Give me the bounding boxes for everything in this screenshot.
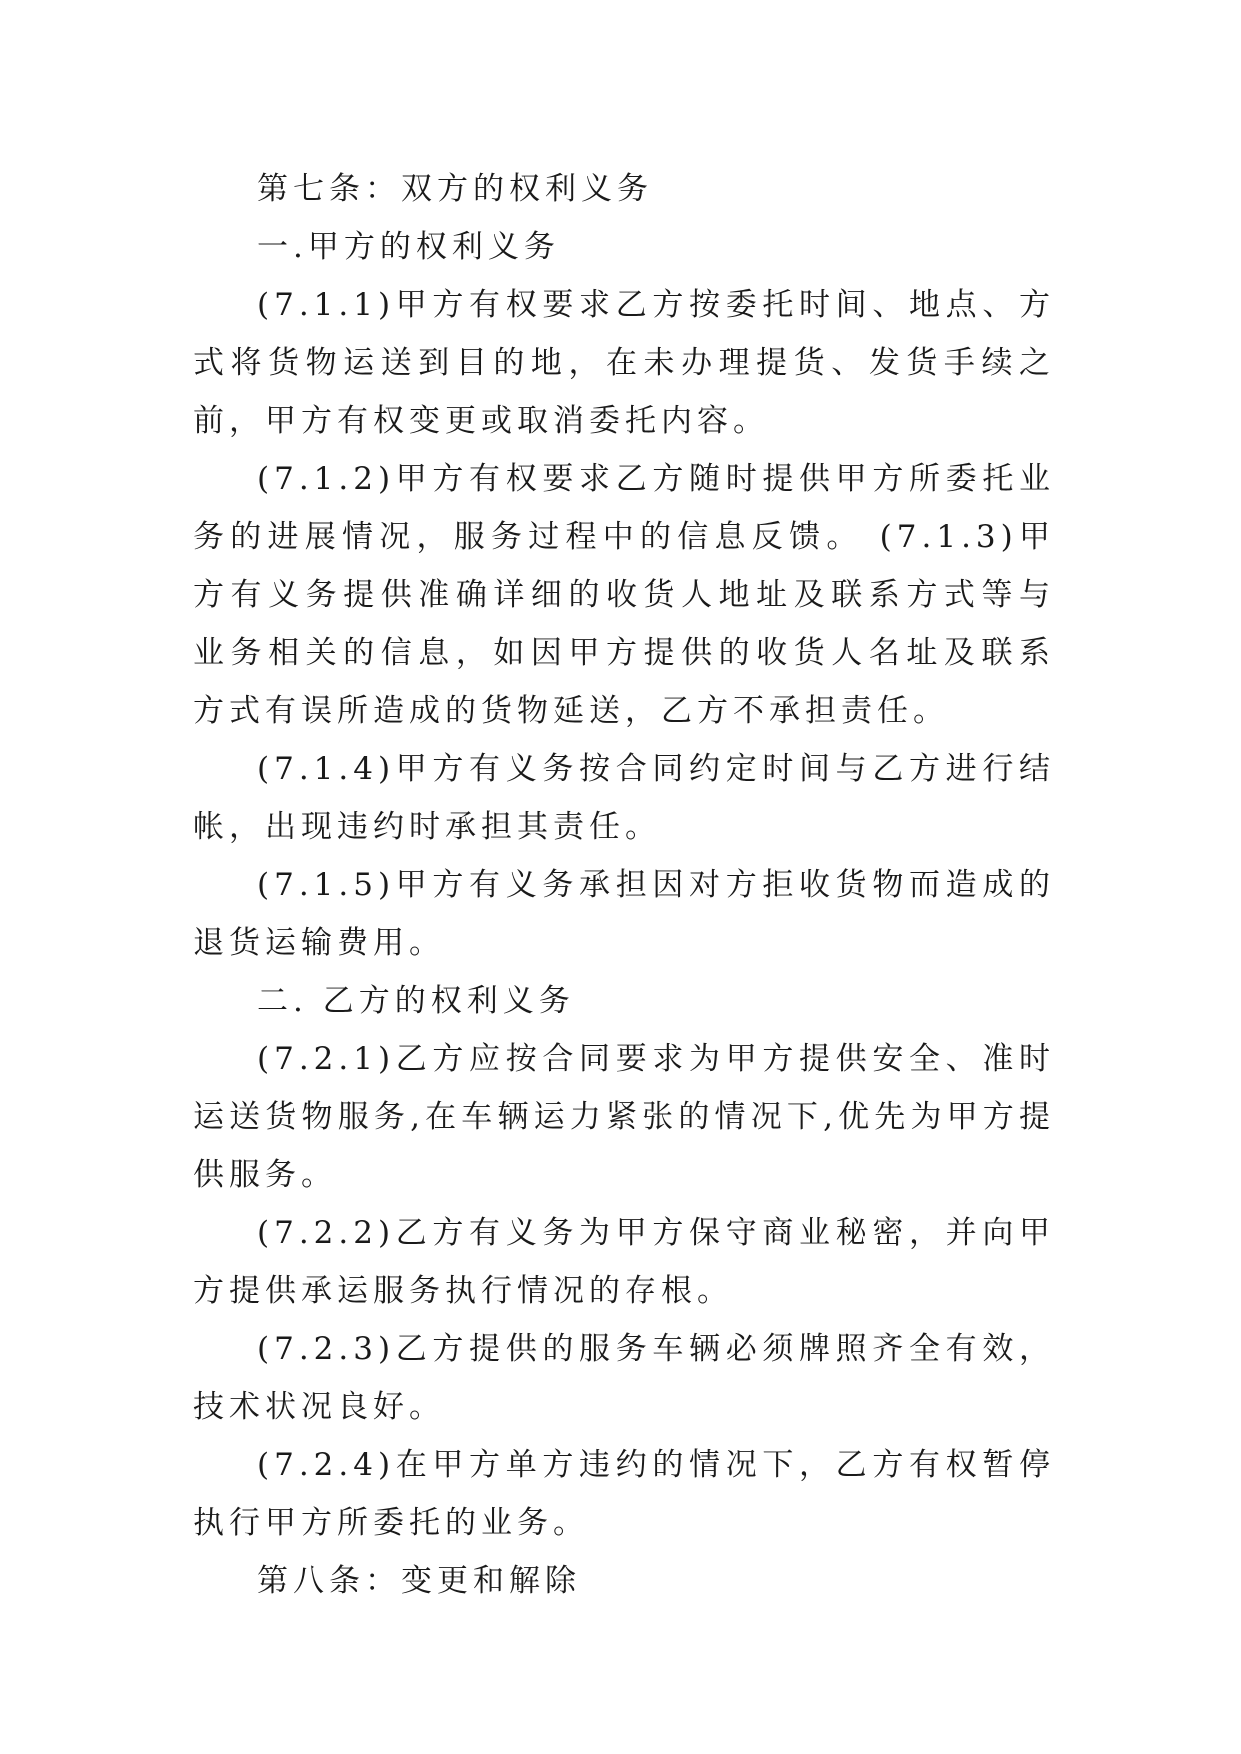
clause-7-1-1: (7.1.1)甲方有权要求乙方按委托时间、地点、方式将货物运送到目的地，在未办理提货、发货手续之前，甲方有权变更或取消委托内容。 (193, 287, 1055, 439)
clause-7-2-3: (7.2.3)乙方提供的服务车辆必须牌照齐全有效，技术状况良好。 (193, 1331, 1055, 1425)
clause-7-2-2: (7.2.2)乙方有义务为甲方保守商业秘密，并向甲方提供承运服务执行情况的存根。 (193, 1215, 1055, 1309)
party-b-heading: 二. 乙方的权利义务 (257, 983, 575, 1019)
clause-7-1-2-and-7-1-3: (7.1.2)甲方有权要求乙方随时提供甲方所委托业务的进展情况，服务过程中的信息反馈。 (7.1.3)甲方有义务提供准确详细的收货人地址及联系方式等与业务相关的信息，如因甲方提供的收货人名址及联系方式有误所造成的货物延送，乙方不承担责任。 (193, 461, 1055, 729)
clause-7-2-4: (7.2.4)在甲方单方违约的情况下，乙方有权暂停执行甲方所委托的业务。 (193, 1447, 1055, 1541)
document-body (193, 160, 1055, 1610)
clause-7-1-5: (7.1.5)甲方有义务承担因对方拒收货物而造成的退货运输费用。 (193, 867, 1055, 961)
article-7-title: 第七条：双方的权利义务 (257, 171, 653, 207)
clause-7-1-4: (7.1.4)甲方有义务按合同约定时间与乙方进行结帐，出现违约时承担其责任。 (193, 751, 1055, 845)
party-a-heading: 一.甲方的权利义务 (257, 229, 560, 265)
article-8-title: 第八条：变更和解除 (257, 1563, 581, 1599)
clause-7-2-1: (7.2.1)乙方应按合同要求为甲方提供安全、准时运送货物服务,在车辆运力紧张的情况下,优先为甲方提供服务。 (193, 1041, 1055, 1193)
